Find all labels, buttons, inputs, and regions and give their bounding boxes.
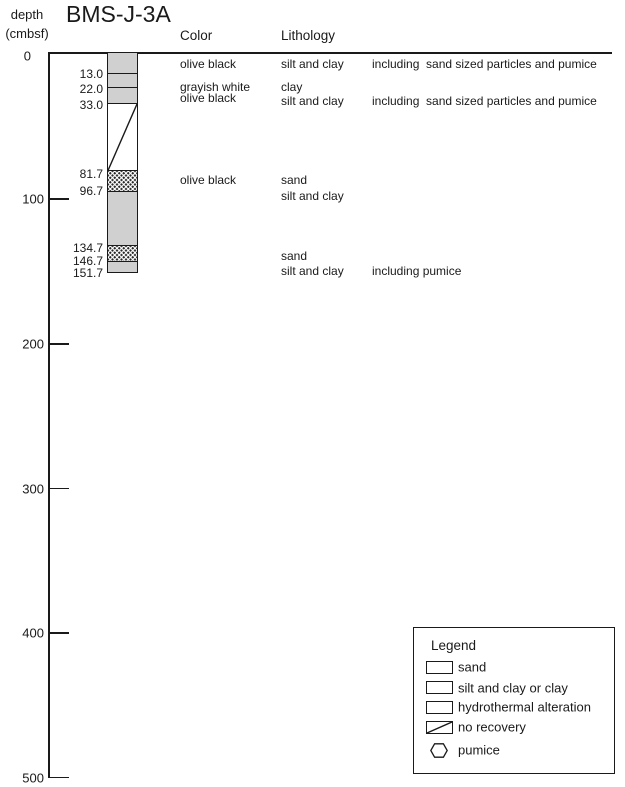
legend-title: Legend <box>431 638 477 653</box>
axis-tick <box>48 777 69 779</box>
lithology-annotation: silt and clay <box>281 189 344 203</box>
axis-tick <box>48 198 69 200</box>
depth-boundary-label: 33.0 <box>79 97 103 112</box>
lithology-column <box>107 52 138 273</box>
pumice-icon <box>430 743 448 758</box>
note-annotation: including sand sized particles and pumice <box>372 94 597 108</box>
depth-axis-label <box>0 6 54 44</box>
lithology-annotation: clay <box>281 79 303 94</box>
color-annotation: olive black <box>180 173 237 187</box>
lithology-annotation: sand <box>281 173 308 187</box>
legend-item-label: silt and clay or clay <box>458 680 568 695</box>
legend-swatch-hydrothermal <box>426 701 453 714</box>
column-layer-silt-clay <box>108 261 137 272</box>
axis-tick-label: 100 <box>22 191 44 207</box>
color-annotation: olive black <box>180 57 237 71</box>
column-layer-silt-clay <box>108 73 137 87</box>
depth-boundary-label: 96.7 <box>79 183 103 198</box>
legend-item-label: no recovery <box>458 719 526 735</box>
depth-boundary-label: 134.7 <box>72 240 103 255</box>
legend-item-label: sand <box>458 659 487 675</box>
note-annotation: including pumice <box>372 264 462 278</box>
axis-tick-label: 200 <box>22 336 44 352</box>
axis-tick <box>48 343 69 345</box>
legend-item-label: hydrothermal alteration <box>458 699 591 715</box>
depth-boundary-label: 13.0 <box>79 67 103 81</box>
column-layer-no-recovery <box>108 103 137 171</box>
depth-axis-label-line1: depth <box>10 7 44 22</box>
column-layer-silt-clay <box>108 53 137 73</box>
axis-tick-label: 0 <box>23 48 31 63</box>
depth-boundary-label: 146.7 <box>72 253 103 268</box>
column-layer-sand <box>108 245 137 261</box>
axis-tick <box>48 488 69 490</box>
axis-tick <box>48 632 69 634</box>
no-recovery-diagonal <box>108 104 137 171</box>
note-annotation: including sand sized particles and pumice <box>372 57 597 71</box>
lithology-annotation: sand <box>281 248 308 263</box>
column-layer-silt-clay <box>108 87 137 103</box>
lithology-annotation: silt and clay <box>281 264 344 278</box>
axis-tick-label: 400 <box>22 625 44 641</box>
lithology-annotation: silt and clay <box>281 94 344 108</box>
axis-tick-label: 300 <box>22 481 44 496</box>
column-layer-sand <box>108 170 137 191</box>
column-header-color: Color <box>180 28 213 43</box>
legend-item-label: pumice <box>458 742 500 758</box>
column-layer-silt-clay <box>108 191 137 246</box>
depth-boundary-label: 22.0 <box>79 81 103 96</box>
depth-axis-label-line2: (cmbsf) <box>5 25 49 41</box>
color-annotation: olive black <box>180 90 237 105</box>
depth-boundary-label: 81.7 <box>79 167 103 181</box>
color-annotation: grayish white <box>180 79 251 94</box>
no-recovery-diagonal <box>427 722 452 733</box>
lithology-annotation: silt and clay <box>281 57 344 71</box>
axis-tick-label: 500 <box>22 770 44 785</box>
column-header-lithology: Lithology <box>281 28 336 43</box>
legend-swatch-silt-clay <box>426 681 453 694</box>
figure-title: BMS-J-3A <box>66 1 171 27</box>
legend-swatch-no-recovery <box>426 721 453 734</box>
depth-axis-line <box>48 52 50 778</box>
depth-boundary-label: 151.7 <box>72 265 103 280</box>
legend-swatch-sand <box>426 661 453 674</box>
